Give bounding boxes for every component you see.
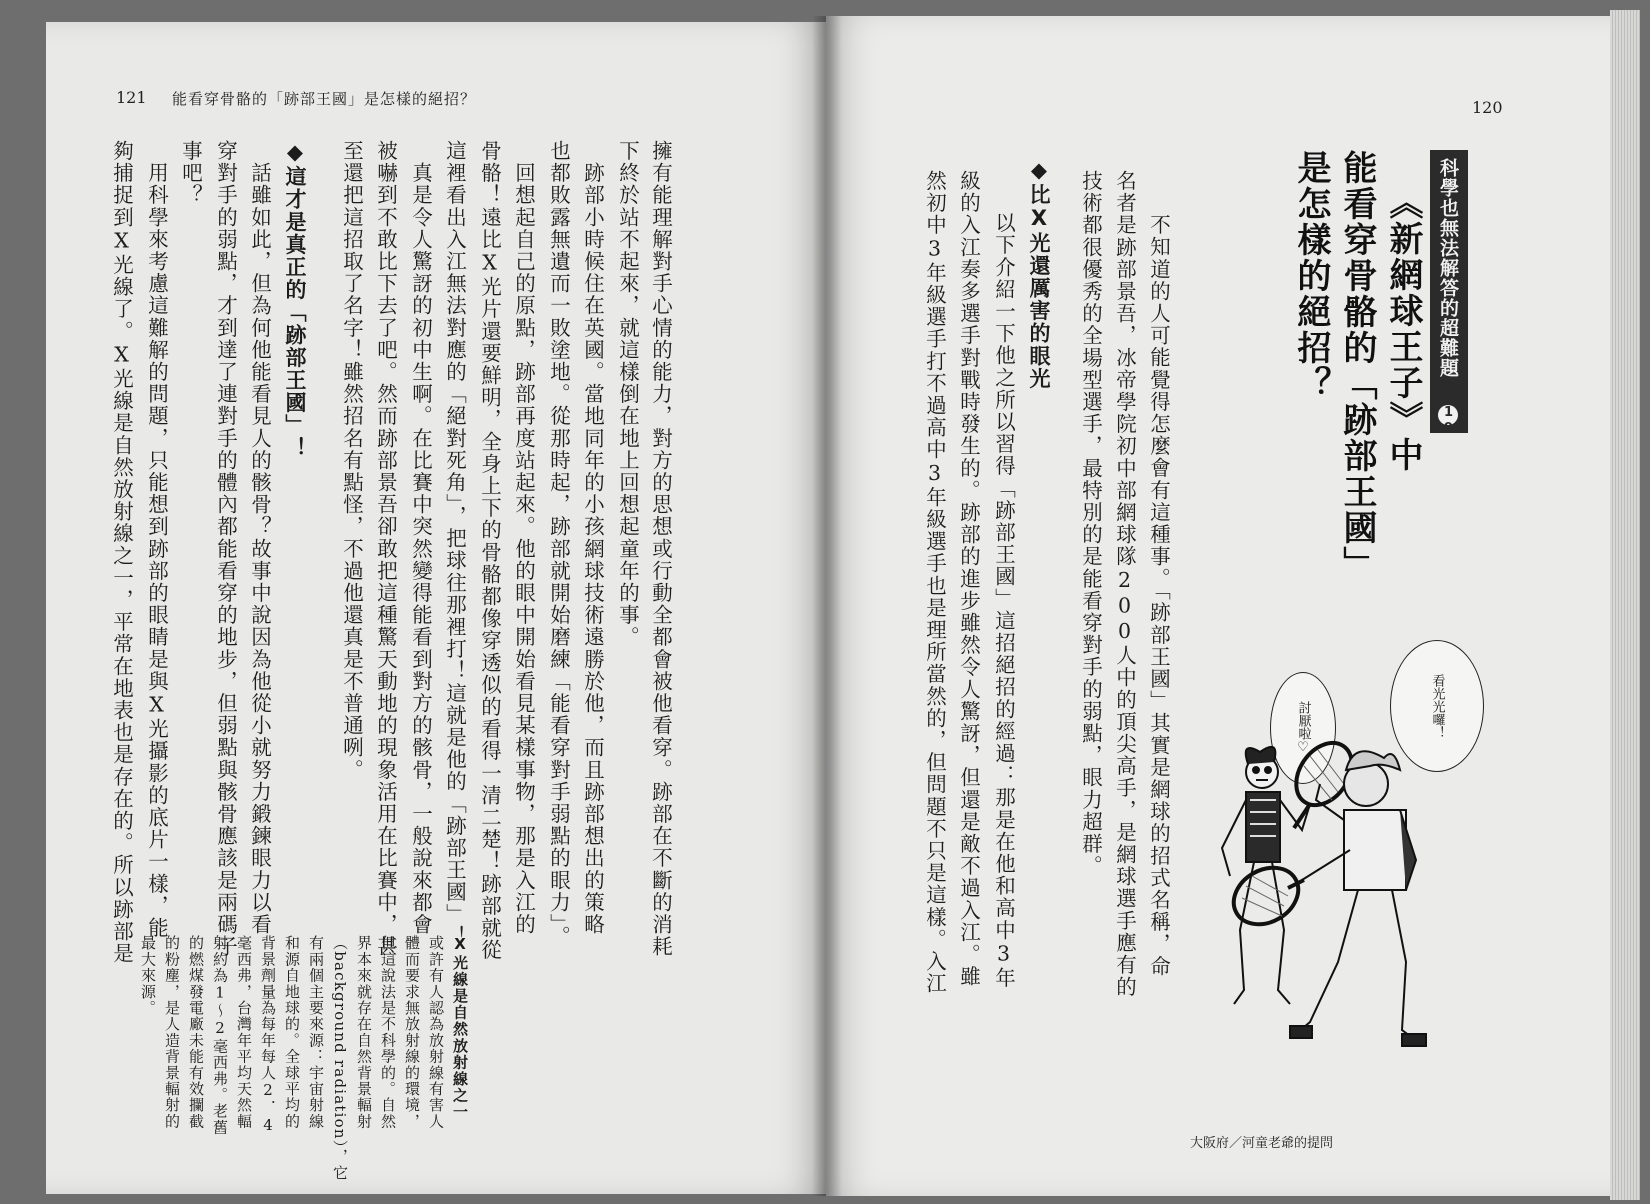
note-col-1: 或許有人認為放射線有害人 xyxy=(427,935,445,1130)
note-col-2: 體而要求無放射線的環境， xyxy=(403,935,421,1130)
series-number: 19 xyxy=(1438,405,1458,425)
note-heading: X光線是自然放射線之一 xyxy=(451,935,469,1121)
right-body-col-1: 不知道的人可能覺得怎麼會有這種事。「跡部王國」其實是網球的招式名稱，命 xyxy=(1146,192,1171,978)
series-label-text: 科學也無法解答的超難題 xyxy=(1437,158,1459,378)
right-body2-col-2: 級的入江奏多選手對戰時發生的。跡部的進步雖然令人驚訝，但還是敵不過入江。雖 xyxy=(956,170,981,988)
tennis-player-figure xyxy=(1290,751,1426,1046)
left-body-col-5: 回想起自己的原點，跡部再度站起來。他的眼中開始看見某樣事物，那是入江的 xyxy=(511,140,536,936)
title-line-2: 能看穿骨骼的「跡部王國」 xyxy=(1337,150,1377,582)
note-col-10: 射約為1～2毫西弗。老舊 xyxy=(211,935,229,1136)
note-col-4: 界本來就存在自然背景輻射 xyxy=(355,935,373,1130)
series-label xyxy=(1430,150,1468,437)
question-credit: 大阪府／河童老爺的提問 xyxy=(1190,1136,1334,1151)
title-line-1: 《新網球王子》中 xyxy=(1383,185,1423,473)
right-body-col-3: 技術都很優秀的全場型選手，最特別的是能看穿對手的弱點，眼力超群。 xyxy=(1078,170,1103,878)
note-col-11: 的燃煤發電廠未能有效攔截 xyxy=(187,935,205,1130)
note-col-6: 有兩個主要來源：宇宙射線 xyxy=(307,935,325,1130)
note-col-12: 的粉塵，是人造背景輻射的 xyxy=(163,935,181,1130)
left-body-col-7: 這裡看出入江無法對應的「絕對死角」，把球往那裡打！這就是他的「跡部王國」！ xyxy=(442,140,467,948)
note-col-3: 但這說法是不科學的。自然 xyxy=(379,935,397,1130)
speech-bubble-2-text: 討厭啦♡ xyxy=(1295,701,1311,755)
left-body-col-8: 真是令人驚訝的初中生啊。在比賽中突然變得能看到對方的骸骨，一般說來都會 xyxy=(408,140,433,936)
note-col-5: （background radiation），它 xyxy=(331,935,349,1181)
note-col-7: 和源自地球的。全球平均的 xyxy=(283,935,301,1130)
left-section-heading: ◆這才是真正的「跡部王國」！ xyxy=(283,140,307,460)
title-line-3: 是怎樣的絕招？ xyxy=(1291,150,1331,402)
speech-bubble-1-text: 看光光囉！ xyxy=(1429,673,1445,739)
right-body2-col-1: 以下介紹一下他之所以習得「跡部王國」這招絕招的經過：那是在他和高中3年 xyxy=(991,190,1016,990)
left-body-col-2: 下終於站不起來，就這樣倒在地上回想起童年的事。 xyxy=(615,140,640,649)
book-gutter xyxy=(812,16,842,1196)
left-body-col-10: 至還把這招取了名字！雖然招名有點怪，不過他還真是不普通咧。 xyxy=(339,140,364,781)
tennis-illustration xyxy=(1170,700,1480,1090)
racket-2 xyxy=(1224,856,1309,935)
left-body-col-6: 骨骼！遠比X光片還要鮮明，全身上下的骨骼都像穿透似的看得一清二楚！跡部就從 xyxy=(477,140,502,962)
running-head: 能看穿骨骼的「跡部王國」是怎樣的絕招？ xyxy=(172,90,477,108)
left-body-col-4: 也都敗露無遺而一敗塗地。從那時起，跡部就開始磨練「能看穿對手弱點的眼力」。 xyxy=(546,140,571,948)
right-page-number: 120 xyxy=(1472,98,1503,117)
note-col-9: 毫西弗，台灣年平均天然輻 xyxy=(235,935,253,1130)
right-body-col-2: 名者是跡部景吾，冰帝學院初中部網球隊200人中的頂尖高手，是網球選手應有的 xyxy=(1112,170,1137,999)
left-body-col-3: 跡部小時候住在英國。當地同年的小孩網球技術遠勝於他，而且跡部想出的策略 xyxy=(580,140,605,936)
right-body2-col-3: 然初中3年級選手打不過高中3年級選手也是理所當然的，但問題不只是這樣。入江 xyxy=(922,170,947,995)
right-section-heading: ◆比X光還厲害的眼光 xyxy=(1027,158,1051,390)
left-body2-col-1: 話雖如此，但為何他能看見人的骸骨？故事中說因為他從小就努力鍛鍊眼力以看 xyxy=(247,140,272,936)
left-body2-col-5: 夠捕捉到X光線了。X光線是自然放射線之一，平常在地表也是存在的。所以跡部是 xyxy=(109,140,134,965)
left-body2-col-4: 用科學來考慮這難解的問題，只能想到跡部的眼睛是與X光攝影的底片一樣，能 xyxy=(144,140,169,940)
left-page-number: 121 xyxy=(116,88,147,107)
left-body-col-9: 被嚇到不敢比下去了吧。然而跡部景吾卻敢把這種驚天動地的現象活用在比賽中，甚 xyxy=(373,140,398,958)
left-body-col-1: 擁有能理解對手心情的能力，對方的思想或行動全都會被他看穿。跡部在不斷的消耗 xyxy=(648,140,673,958)
left-body2-col-3: 事吧？ xyxy=(178,140,203,207)
note-col-13: 最大來源。 xyxy=(139,935,157,1016)
page-edges xyxy=(1610,10,1640,1200)
left-body2-col-2: 穿對手的弱點，才到達了連對手的體內都能看穿的地步，但弱點與骸骨應該是兩碼子 xyxy=(213,140,238,958)
note-col-8: 背景劑量為每年每人2．4 xyxy=(259,935,277,1136)
